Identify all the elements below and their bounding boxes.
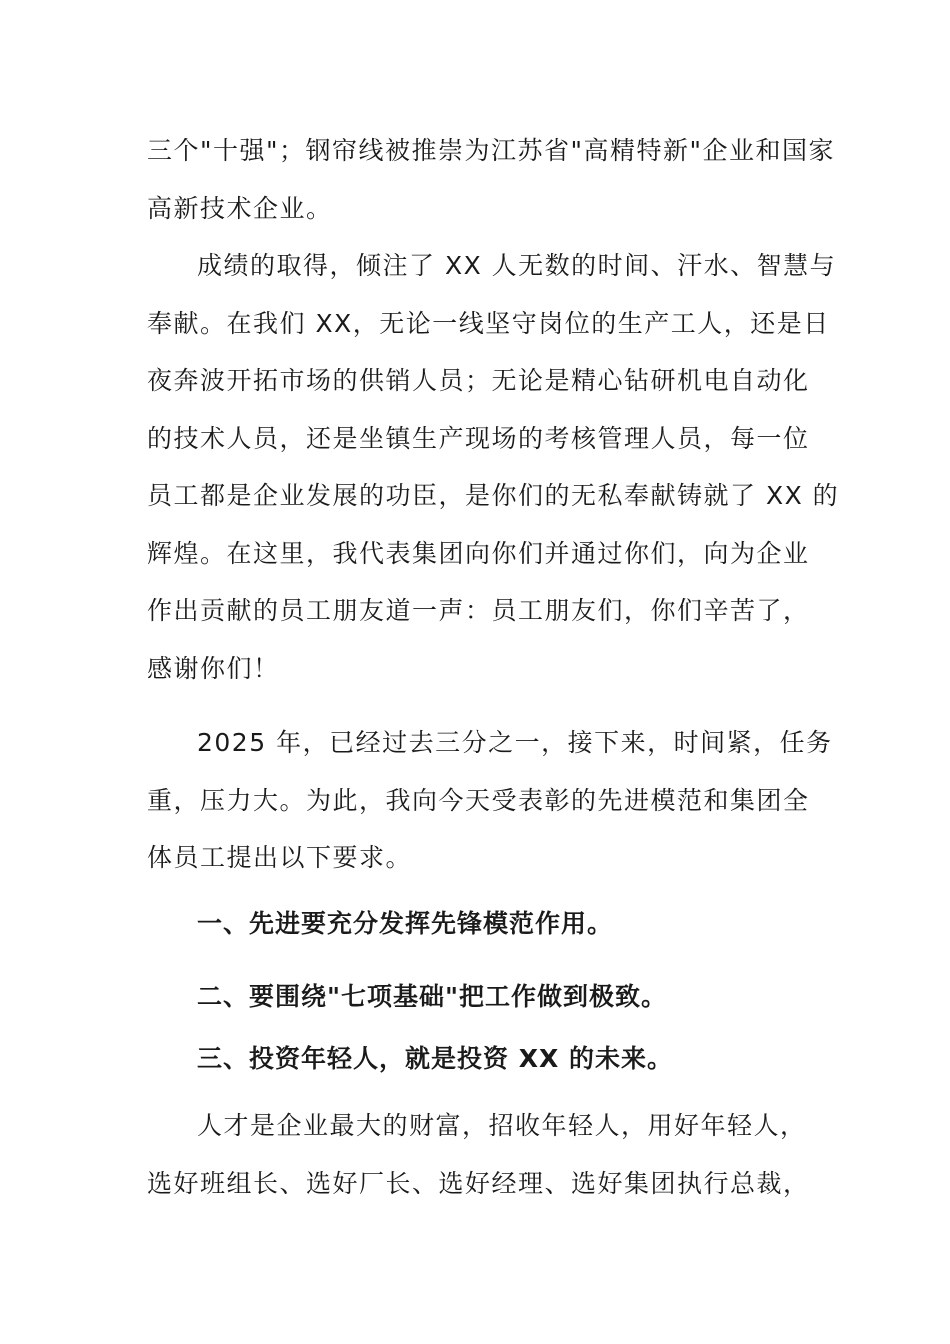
- text-line: 的技术人员，还是坐镇生产现场的考核管理人员，每一位: [147, 423, 810, 453]
- paragraph-talent: [147, 1097, 810, 1212]
- paragraph-honors: [147, 122, 835, 237]
- text-line: 重，压力大。为此，我向今天受表彰的先进模范和集团全: [147, 785, 810, 815]
- paragraph-2025-requirements: [147, 714, 833, 887]
- text-line: 2025 年，已经过去三分之一，接下来，时间紧，任务: [197, 728, 833, 757]
- paragraph-achievements: [147, 237, 840, 697]
- text-line: 人才是企业最大的财富，招收年轻人，用好年轻人，: [197, 1111, 807, 1140]
- text-line: 三个"十强"；钢帘线被推崇为江苏省"高精特新"企业和国家: [147, 136, 835, 165]
- text-line: 夜奔波开拓市场的供销人员；无论是精心钻研机电自动化: [147, 366, 810, 395]
- text-line: 体员工提出以下要求。: [147, 843, 413, 872]
- text-line: 辉煌。在这里，我代表集团向你们并通过你们，向为企业: [147, 538, 810, 568]
- text-line: 高新技术企业。: [147, 193, 333, 223]
- text-line: 选好班组长、选好厂长、选好经理、选好集团执行总裁，: [147, 1168, 810, 1198]
- text-line: 奉献。在我们 XX，无论一线坚守岗位的生产工人，还是日: [147, 308, 830, 338]
- text-line: 感谢你们！: [147, 653, 280, 683]
- heading-two: 二、要围绕"七项基础"把工作做到极致。: [197, 982, 668, 1011]
- text-line: 成绩的取得，倾注了 XX 人无数的时间、汗水、智慧与: [197, 251, 837, 280]
- text-line: 员工都是企业发展的功臣，是你们的无私奉献铸就了 XX 的: [147, 481, 840, 510]
- text-line: 作出贡献的员工朋友道一声：员工朋友们，你们辛苦了，: [147, 596, 810, 625]
- heading-three: 三、投资年轻人，就是投资 XX 的未来。: [197, 1044, 673, 1073]
- heading-one: 一、先进要充分发挥先锋模范作用。: [197, 909, 614, 938]
